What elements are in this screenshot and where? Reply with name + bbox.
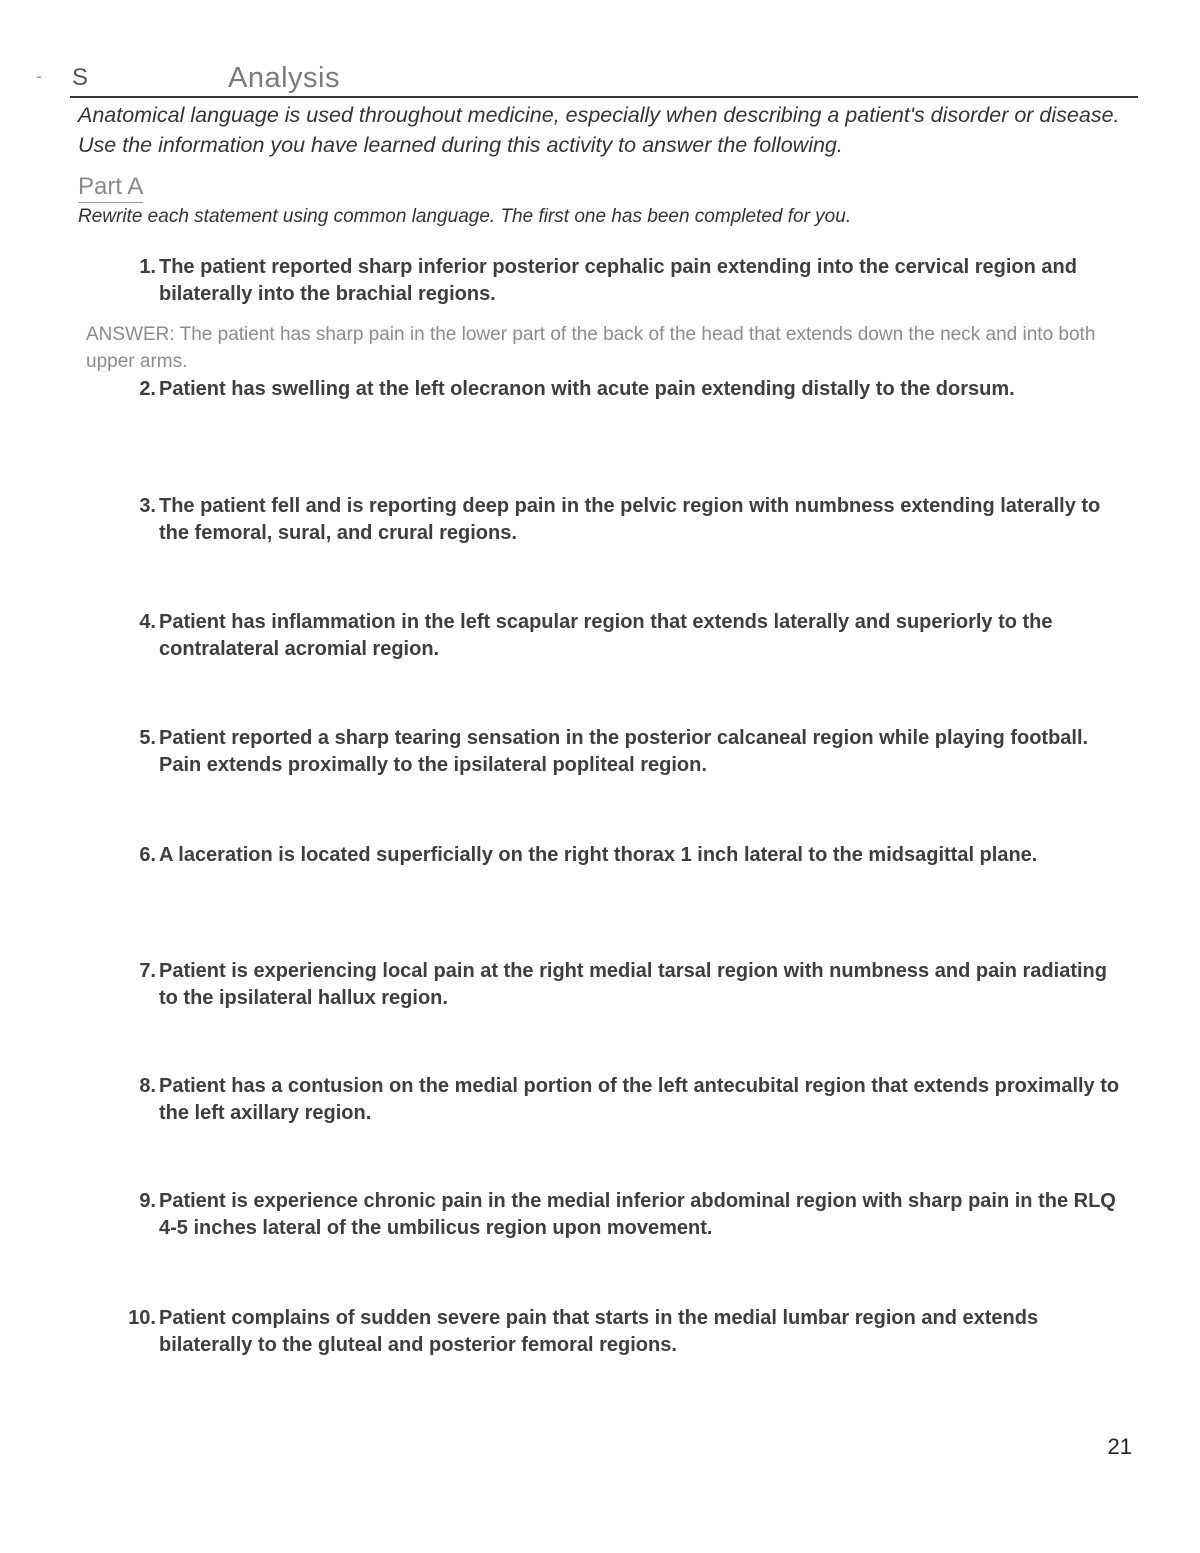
question-item-1 xyxy=(112,254,1122,308)
section-header xyxy=(70,60,1138,98)
question-text: Patient has swelling at the left olecranon with acute pain extending distally to the dorsum. xyxy=(159,378,1015,400)
question-text: The patient reported sharp inferior posterior cephalic pain extending into the cervical region and bilaterally into the brachial regions. xyxy=(159,256,1077,305)
question-text: Patient is experiencing local pain at the right medial tarsal region with numbness and pain radiating to the ipsilateral hallux region. xyxy=(159,960,1107,1009)
question-item-7 xyxy=(112,958,1122,1012)
question-item-2 xyxy=(112,376,1122,403)
question-text: A laceration is located superficially on the right thorax 1 inch lateral to the midsagittal plane. xyxy=(159,844,1038,866)
section-marker: S xyxy=(72,64,89,91)
question-item-9 xyxy=(112,1188,1122,1242)
question-number: 10. xyxy=(128,1307,156,1329)
example-answer: ANSWER: The patient has sharp pain in the lower part of the back of the head that extends down the neck and into both upper arms. xyxy=(86,324,1096,372)
question-text: Patient has inflammation in the left scapular region that extends laterally and superiorly to the contralateral acromial region. xyxy=(159,611,1053,660)
question-number: 1. xyxy=(139,256,156,278)
question-text: Patient reported a sharp tearing sensation in the posterior calcaneal region while playing football. Pain extends proximally to the ipsilateral popliteal region. xyxy=(159,727,1089,776)
question-number: 8. xyxy=(139,1075,156,1097)
question-item-4 xyxy=(112,609,1122,663)
question-number: 5. xyxy=(139,727,156,749)
question-number: 9. xyxy=(139,1190,156,1212)
question-item-10 xyxy=(112,1305,1122,1359)
question-item-5 xyxy=(112,725,1122,779)
question-item-8 xyxy=(112,1073,1122,1127)
question-number: 4. xyxy=(139,611,156,633)
question-text: The patient fell and is reporting deep pain in the pelvic region with numbness extending laterally to the femoral, sural, and crural regions. xyxy=(159,495,1101,544)
part-instructions: Rewrite each statement using common language. The first one has been completed for you. xyxy=(78,206,852,227)
question-number: 6. xyxy=(139,844,156,866)
margin-mark: - xyxy=(36,66,42,86)
question-number: 3. xyxy=(139,495,156,517)
question-number: 2. xyxy=(139,378,156,400)
question-number: 7. xyxy=(139,960,156,982)
question-text: Patient complains of sudden severe pain that starts in the medial lumbar region and extends bilaterally to the gluteal and posterior femoral regions. xyxy=(159,1307,1039,1356)
question-item-3 xyxy=(112,493,1122,547)
intro-paragraph: Anatomical language is used throughout medicine, especially when describing a patient's disorder or disease. Use the information you have learned during this activity to answer the following. xyxy=(78,103,1120,157)
page-number: 21 xyxy=(1107,1434,1132,1459)
question-text: Patient has a contusion on the medial portion of the left antecubital region that extends proximally to the left axillary region. xyxy=(159,1075,1120,1124)
part-title: Part A xyxy=(78,172,143,203)
question-text: Patient is experience chronic pain in the medial inferior abdominal region with sharp pain in the RLQ 4-5 inches lateral of the umbilicus region upon movement. xyxy=(159,1190,1116,1239)
section-title: Analysis xyxy=(228,62,340,94)
question-item-6 xyxy=(112,842,1122,869)
